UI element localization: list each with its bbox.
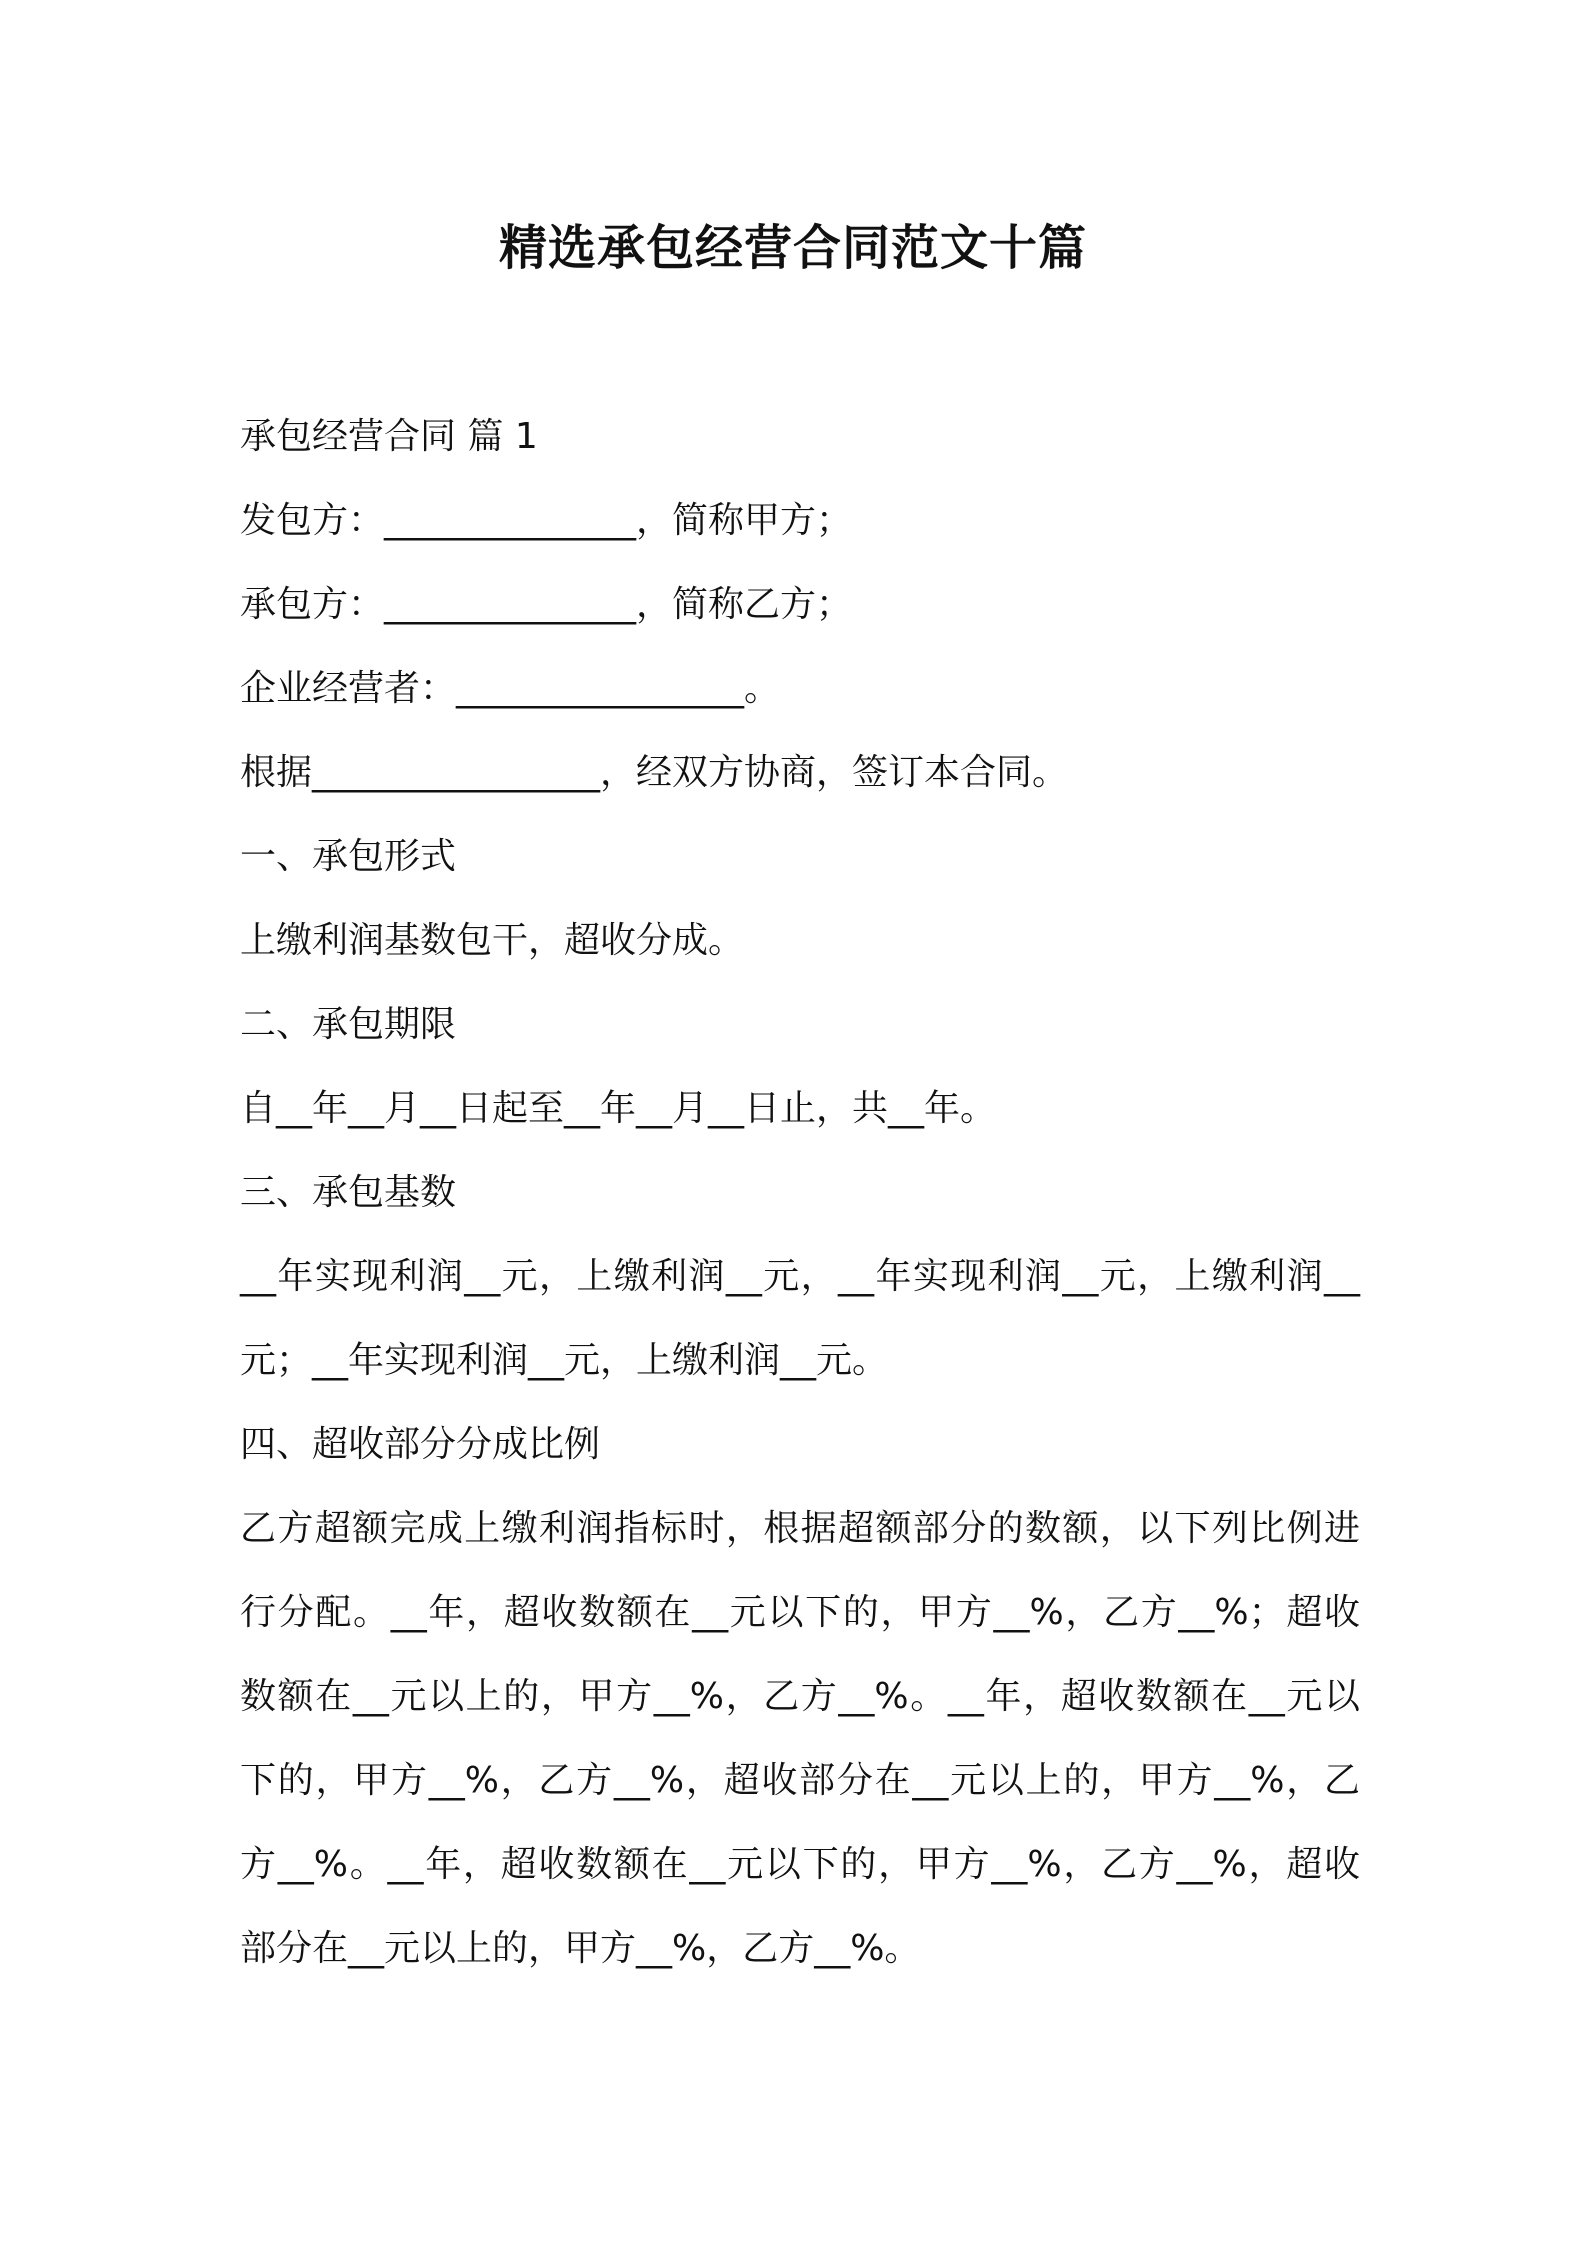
paragraph-line: 部分在__元以上的，甲方__%，乙方__%。 bbox=[240, 1928, 921, 1969]
clause-heading: 一、承包形式 bbox=[240, 836, 457, 877]
paragraph-line: 自__年__月__日起至__年__月__日止，共__年。 bbox=[240, 1088, 997, 1129]
contract-party-line: 发包方：______________，简称甲方； bbox=[240, 500, 853, 541]
paragraph-line: 上缴利润基数包干，超收分成。 bbox=[240, 920, 745, 961]
paragraph-line: 数额在__元以上的，甲方__%，乙方__%。__年，超收数额在__元以 bbox=[240, 1676, 1360, 1717]
clause-heading: 二、承包期限 bbox=[240, 1004, 457, 1045]
paragraph-line: 方__%。__年，超收数额在__元以下的，甲方__%，乙方__%，超收 bbox=[240, 1844, 1360, 1885]
paragraph-line: 乙方超额完成上缴利润指标时，根据超额部分的数额，以下列比例进 bbox=[240, 1508, 1360, 1549]
paragraph-line: 下的，甲方__%，乙方__%，超收部分在__元以上的，甲方__%，乙 bbox=[240, 1760, 1360, 1801]
clause-heading: 四、超收部分分成比例 bbox=[240, 1424, 601, 1465]
contract-party-line: 企业经营者：________________。 bbox=[240, 668, 781, 709]
paragraph-line: 元；__年实现利润__元，上缴利润__元。 bbox=[240, 1340, 889, 1381]
clause-heading: 三、承包基数 bbox=[240, 1172, 457, 1213]
paragraph-line: 根据________________，经双方协商，签订本合同。 bbox=[240, 752, 1069, 793]
contract-party-line: 承包方：______________，简称乙方； bbox=[240, 584, 853, 625]
paragraph-line: __年实现利润__元，上缴利润__元，__年实现利润__元，上缴利润__ bbox=[240, 1256, 1360, 1297]
paragraph-line: 行分配。__年，超收数额在__元以下的，甲方__%，乙方__%；超收 bbox=[240, 1592, 1360, 1633]
section-heading: 承包经营合同 篇 1 bbox=[240, 416, 538, 457]
document-title: 精选承包经营合同范文十篇 bbox=[498, 220, 1087, 276]
